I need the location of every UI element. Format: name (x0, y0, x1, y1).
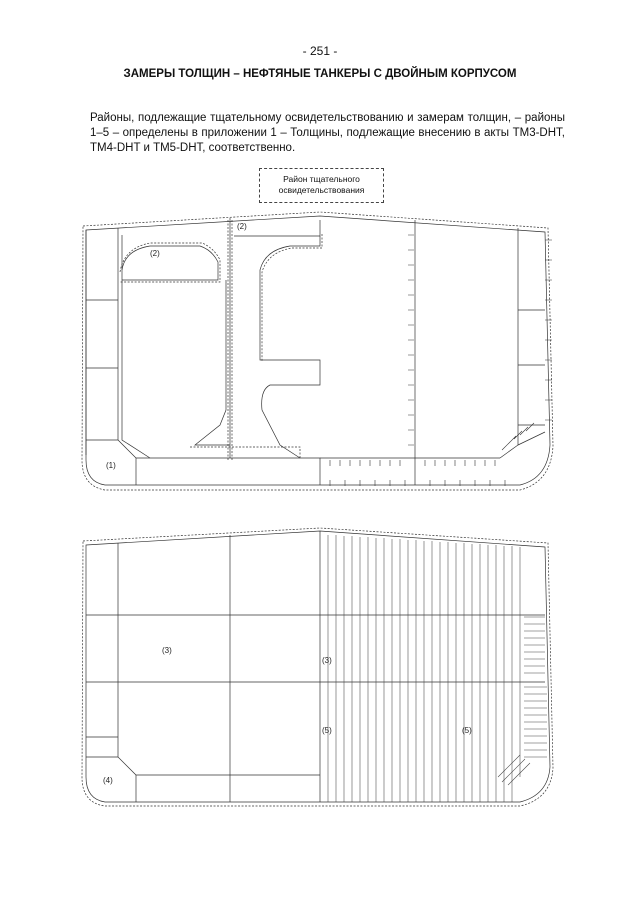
label-area-2a: (2) (150, 249, 160, 258)
legend-line-1: Район тщательного (283, 174, 360, 184)
label-area-3b: (3) (322, 656, 332, 665)
label-area-3a: (3) (162, 646, 172, 655)
label-area-1: (1) (106, 461, 116, 470)
intro-paragraph (90, 111, 565, 156)
label-area-4: (4) (103, 776, 113, 785)
label-area-5b: (5) (462, 726, 472, 735)
intro-text: Районы, подлежащие тщательному освидетельствованию и замерам толщин, – районы 1–5 – определены в приложении 1 – Толщины, подлежащие внесению в акты TM3-DHT, TM4-DHT и TM5-DHT, соответственно. (90, 112, 565, 154)
label-area-2b: (2) (237, 222, 247, 231)
page-number: - 251 - (302, 44, 338, 58)
label-area-5a: (5) (322, 726, 332, 735)
document-title: ЗАМЕРЫ ТОЛЩИН – НЕФТЯНЫЕ ТАНКЕРЫ С ДВОЙНЫМ КОРПУСОМ (123, 68, 517, 80)
legend-line-2: освидетельствования (278, 185, 365, 195)
top-section-drawing (0, 210, 640, 500)
legend-box (259, 168, 384, 203)
bottom-section-drawing (0, 527, 640, 812)
